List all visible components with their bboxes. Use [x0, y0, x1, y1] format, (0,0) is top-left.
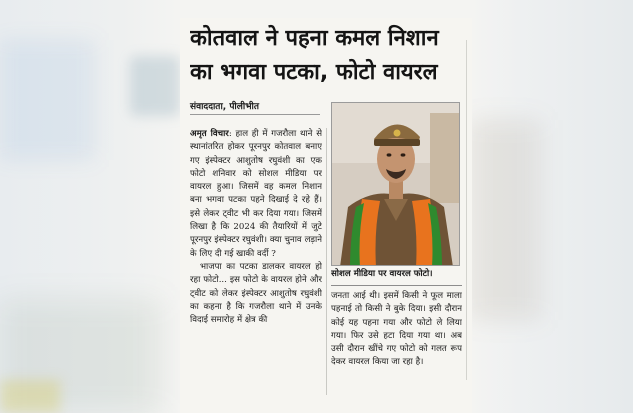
dateline: अमृत विचार [190, 129, 229, 139]
article-photo [331, 102, 460, 266]
headline-line-2: का भगवा पटका, फोटो वायरल [190, 60, 438, 85]
byline: संवाददाता, पीलीभीत [190, 102, 259, 112]
article-body-right [331, 290, 462, 390]
background-blur-bottom-accent [0, 380, 60, 413]
paragraph-second: भाजपा का पटका डालकर वायरल हो रहा फोटो... इस फोटो के वायरल होने और ट्वीट को लेकर इंस्पेक्टर आशुतोष रघुवंशी का कहना है कि गजरौला थाने में उनके विदाई समारोह में क्षेत्र की [190, 261, 322, 326]
photo-caption: सोशल मीडिया पर वायरल फोटो। [331, 269, 433, 279]
article-body-left [190, 128, 322, 395]
clipping-edge-rule [466, 40, 467, 380]
background-blur-left [0, 40, 95, 160]
lead-text: : हाल ही में गजरौला थाने से स्थानांतरित होकर पूरनपुर कोतवाल बनाए गए इंस्पेक्टर आशुतोष रघुवंशी का एक फोटो शनिवार को सोशल मीडिया पर वायरल हुआ। जिसमें वह कमल निशान बना भगवा पटका पहने दिखाई दे रहे हैं। इसे लेकर ट्वीट भी कर दिया गया। जिसमें लिखा है कि 2024 की तैयारियों में जुटे पूरनपुर इंस्पेक्टर रघुवंशी। क्या चुनाव लड़ाने के लिए दी गई खाकी वर्दी ? [190, 129, 322, 259]
caption-divider [331, 285, 462, 286]
byline-divider [190, 114, 320, 115]
background-blur-right [470, 120, 540, 320]
column-divider [326, 128, 327, 395]
article-headline [190, 22, 480, 90]
paragraph-lead [190, 128, 322, 261]
paragraph-continued: जनता आई थी। इसमें किसी ने फूल माला पहनाई तो किसी ने बुके दिया। इसी दौरान कोई यह पहना गया और फोटो ले लिया गया। फिर उसे हटा दिया गया था। अब उसी दौरान खींचे गए फोटो को गलत रूप देकर वायरल किया जा रहा है। [331, 291, 462, 368]
background-blur-left-block [130, 56, 180, 116]
headline-line-1: कोतवाल ने पहना कमल निशान [190, 26, 439, 51]
inspector-photo-illustration [332, 103, 460, 266]
